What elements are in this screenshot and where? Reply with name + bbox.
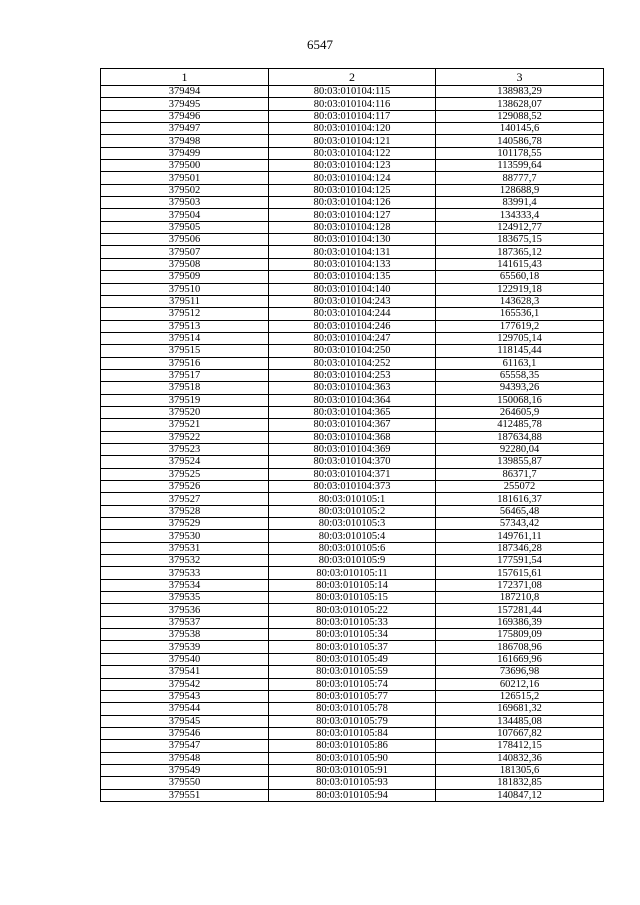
cadastral-number-cell: 80:03:010104:126	[269, 197, 436, 209]
row-number-cell: 379497	[101, 123, 269, 135]
row-number-cell: 379503	[101, 197, 269, 209]
cadastral-number-cell: 80:03:010104:133	[269, 258, 436, 270]
cadastral-number-cell: 80:03:010104:121	[269, 135, 436, 147]
row-number-cell: 379512	[101, 308, 269, 320]
value-cell: 83991,4	[436, 197, 604, 209]
row-number-cell: 379535	[101, 592, 269, 604]
row-number-cell: 379505	[101, 221, 269, 233]
table-row	[101, 443, 604, 455]
row-number-cell: 379526	[101, 481, 269, 493]
value-cell: 169386,39	[436, 616, 604, 628]
table-row	[101, 715, 604, 727]
cadastral-number-cell: 80:03:010104:243	[269, 295, 436, 307]
cadastral-number-cell: 80:03:010104:123	[269, 160, 436, 172]
cadastral-number-cell: 80:03:010105:6	[269, 542, 436, 554]
value-cell: 122919,18	[436, 283, 604, 295]
value-cell: 107667,82	[436, 727, 604, 739]
row-number-cell: 379547	[101, 740, 269, 752]
value-cell: 181832,85	[436, 777, 604, 789]
row-number-cell: 379527	[101, 493, 269, 505]
row-number-cell: 379541	[101, 666, 269, 678]
table-row	[101, 542, 604, 554]
value-cell: 165536,1	[436, 308, 604, 320]
table-row	[101, 431, 604, 443]
row-number-cell: 379545	[101, 715, 269, 727]
value-cell: 86371,7	[436, 468, 604, 480]
table-row	[101, 209, 604, 221]
value-cell: 149761,11	[436, 530, 604, 542]
cadastral-number-cell: 80:03:010104:130	[269, 234, 436, 246]
cadastral-number-cell: 80:03:010104:369	[269, 443, 436, 455]
value-cell: 255072	[436, 481, 604, 493]
row-number-cell: 379550	[101, 777, 269, 789]
row-number-cell: 379495	[101, 98, 269, 110]
table-header-row	[101, 69, 604, 86]
cadastral-number-cell: 80:03:010104:365	[269, 406, 436, 418]
value-cell: 157615,61	[436, 567, 604, 579]
table-row	[101, 727, 604, 739]
value-cell: 60212,16	[436, 678, 604, 690]
cadastral-number-cell: 80:03:010105:94	[269, 789, 436, 801]
row-number-cell: 379515	[101, 345, 269, 357]
table-row	[101, 740, 604, 752]
table-row	[101, 357, 604, 369]
row-number-cell: 379521	[101, 419, 269, 431]
row-number-cell: 379551	[101, 789, 269, 801]
table-row	[101, 147, 604, 159]
table-row	[101, 234, 604, 246]
cadastral-number-cell: 80:03:010105:49	[269, 653, 436, 665]
row-number-cell: 379506	[101, 234, 269, 246]
row-number-cell: 379509	[101, 271, 269, 283]
row-number-cell: 379501	[101, 172, 269, 184]
value-cell: 57343,42	[436, 518, 604, 530]
cadastral-number-cell: 80:03:010105:11	[269, 567, 436, 579]
table-row	[101, 481, 604, 493]
table-row	[101, 555, 604, 567]
row-number-cell: 379533	[101, 567, 269, 579]
value-cell: 118145,44	[436, 345, 604, 357]
data-table	[100, 68, 604, 802]
cadastral-number-cell: 80:03:010105:59	[269, 666, 436, 678]
row-number-cell: 379494	[101, 86, 269, 98]
table-row	[101, 641, 604, 653]
cadastral-number-cell: 80:03:010104:120	[269, 123, 436, 135]
row-number-cell: 379500	[101, 160, 269, 172]
value-cell: 138628,07	[436, 98, 604, 110]
cadastral-number-cell: 80:03:010104:244	[269, 308, 436, 320]
value-cell: 157281,44	[436, 604, 604, 616]
row-number-cell: 379537	[101, 616, 269, 628]
row-number-cell: 379510	[101, 283, 269, 295]
table-row	[101, 86, 604, 98]
table-row	[101, 123, 604, 135]
row-number-cell: 379522	[101, 431, 269, 443]
table-row	[101, 308, 604, 320]
row-number-cell: 379525	[101, 468, 269, 480]
value-cell: 183675,15	[436, 234, 604, 246]
cadastral-number-cell: 80:03:010105:2	[269, 505, 436, 517]
table-row	[101, 184, 604, 196]
table-row	[101, 764, 604, 776]
table-row	[101, 789, 604, 801]
value-cell: 181616,37	[436, 493, 604, 505]
table-row	[101, 678, 604, 690]
cadastral-number-cell: 80:03:010104:367	[269, 419, 436, 431]
table-row	[101, 135, 604, 147]
cadastral-number-cell: 80:03:010104:131	[269, 246, 436, 258]
value-cell: 113599,64	[436, 160, 604, 172]
row-number-cell: 379511	[101, 295, 269, 307]
cadastral-number-cell: 80:03:010105:3	[269, 518, 436, 530]
table-row	[101, 653, 604, 665]
value-cell: 126515,2	[436, 690, 604, 702]
value-cell: 187346,28	[436, 542, 604, 554]
table-row	[101, 592, 604, 604]
table-row	[101, 283, 604, 295]
table-row	[101, 777, 604, 789]
cadastral-number-cell: 80:03:010105:34	[269, 629, 436, 641]
row-number-cell: 379536	[101, 604, 269, 616]
value-cell: 186708,96	[436, 641, 604, 653]
table-row	[101, 493, 604, 505]
cadastral-number-cell: 80:03:010104:117	[269, 110, 436, 122]
value-cell: 128688,9	[436, 184, 604, 196]
cadastral-number-cell: 80:03:010104:140	[269, 283, 436, 295]
cadastral-number-cell: 80:03:010104:252	[269, 357, 436, 369]
row-number-cell: 379543	[101, 690, 269, 702]
cadastral-number-cell: 80:03:010105:77	[269, 690, 436, 702]
cadastral-number-cell: 80:03:010104:125	[269, 184, 436, 196]
value-cell: 172371,08	[436, 579, 604, 591]
row-number-cell: 379540	[101, 653, 269, 665]
table-row	[101, 345, 604, 357]
cadastral-number-cell: 80:03:010104:363	[269, 382, 436, 394]
row-number-cell: 379524	[101, 456, 269, 468]
table-row	[101, 666, 604, 678]
cadastral-number-cell: 80:03:010105:9	[269, 555, 436, 567]
value-cell: 178412,15	[436, 740, 604, 752]
table-row	[101, 394, 604, 406]
value-cell: 138983,29	[436, 86, 604, 98]
value-cell: 181305,6	[436, 764, 604, 776]
value-cell: 141615,43	[436, 258, 604, 270]
cadastral-number-cell: 80:03:010104:135	[269, 271, 436, 283]
row-number-cell: 379544	[101, 703, 269, 715]
row-number-cell: 379517	[101, 369, 269, 381]
table-row	[101, 579, 604, 591]
value-cell: 92280,04	[436, 443, 604, 455]
row-number-cell: 379548	[101, 752, 269, 764]
value-cell: 175809,09	[436, 629, 604, 641]
cadastral-number-cell: 80:03:010104:368	[269, 431, 436, 443]
cadastral-number-cell: 80:03:010104:253	[269, 369, 436, 381]
cadastral-number-cell: 80:03:010104:370	[269, 456, 436, 468]
cadastral-number-cell: 80:03:010105:93	[269, 777, 436, 789]
cadastral-number-cell: 80:03:010105:22	[269, 604, 436, 616]
row-number-cell: 379514	[101, 332, 269, 344]
table-row	[101, 332, 604, 344]
table-row	[101, 690, 604, 702]
table-row	[101, 567, 604, 579]
cadastral-number-cell: 80:03:010104:127	[269, 209, 436, 221]
value-cell: 187365,12	[436, 246, 604, 258]
value-cell: 73696,98	[436, 666, 604, 678]
cadastral-number-cell: 80:03:010105:33	[269, 616, 436, 628]
cadastral-number-cell: 80:03:010104:364	[269, 394, 436, 406]
value-cell: 56465,48	[436, 505, 604, 517]
value-cell: 169681,32	[436, 703, 604, 715]
table-row	[101, 456, 604, 468]
row-number-cell: 379520	[101, 406, 269, 418]
value-cell: 140145,6	[436, 123, 604, 135]
cadastral-number-cell: 80:03:010104:250	[269, 345, 436, 357]
row-number-cell: 379546	[101, 727, 269, 739]
cadastral-number-cell: 80:03:010105:90	[269, 752, 436, 764]
value-cell: 101178,55	[436, 147, 604, 159]
value-cell: 139855,87	[436, 456, 604, 468]
value-cell: 65560,18	[436, 271, 604, 283]
row-number-cell: 379539	[101, 641, 269, 653]
value-cell: 88777,7	[436, 172, 604, 184]
value-cell: 134333,4	[436, 209, 604, 221]
cadastral-number-cell: 80:03:010105:74	[269, 678, 436, 690]
table-row	[101, 369, 604, 381]
table-row	[101, 98, 604, 110]
row-number-cell: 379518	[101, 382, 269, 394]
table-body	[101, 86, 604, 802]
value-cell: 187634,88	[436, 431, 604, 443]
value-cell: 161669,96	[436, 653, 604, 665]
value-cell: 140847,12	[436, 789, 604, 801]
cadastral-number-cell: 80:03:010105:79	[269, 715, 436, 727]
cadastral-number-cell: 80:03:010105:4	[269, 530, 436, 542]
cadastral-number-cell: 80:03:010105:1	[269, 493, 436, 505]
cadastral-number-cell: 80:03:010104:371	[269, 468, 436, 480]
cadastral-number-cell: 80:03:010105:37	[269, 641, 436, 653]
value-cell: 134485,08	[436, 715, 604, 727]
table-row	[101, 172, 604, 184]
value-cell: 412485,78	[436, 419, 604, 431]
row-number-cell: 379502	[101, 184, 269, 196]
value-cell: 140832,36	[436, 752, 604, 764]
table-row	[101, 320, 604, 332]
cadastral-number-cell: 80:03:010105:91	[269, 764, 436, 776]
cadastral-number-cell: 80:03:010104:124	[269, 172, 436, 184]
table-row	[101, 221, 604, 233]
table-row	[101, 406, 604, 418]
cadastral-number-cell: 80:03:010104:373	[269, 481, 436, 493]
row-number-cell: 379508	[101, 258, 269, 270]
value-cell: 187210,8	[436, 592, 604, 604]
row-number-cell: 379499	[101, 147, 269, 159]
cadastral-number-cell: 80:03:010105:86	[269, 740, 436, 752]
row-number-cell: 379530	[101, 530, 269, 542]
row-number-cell: 379531	[101, 542, 269, 554]
value-cell: 143628,3	[436, 295, 604, 307]
cadastral-number-cell: 80:03:010104:122	[269, 147, 436, 159]
cadastral-number-cell: 80:03:010105:15	[269, 592, 436, 604]
table-row	[101, 505, 604, 517]
row-number-cell: 379538	[101, 629, 269, 641]
cadastral-number-cell: 80:03:010105:14	[269, 579, 436, 591]
table-row	[101, 419, 604, 431]
value-cell: 177619,2	[436, 320, 604, 332]
row-number-cell: 379507	[101, 246, 269, 258]
table-row	[101, 110, 604, 122]
table-row	[101, 629, 604, 641]
value-cell: 140586,78	[436, 135, 604, 147]
table-row	[101, 616, 604, 628]
column-header-2: 2	[269, 69, 436, 86]
value-cell: 61163,1	[436, 357, 604, 369]
cadastral-number-cell: 80:03:010104:115	[269, 86, 436, 98]
table-row	[101, 160, 604, 172]
cadastral-number-cell: 80:03:010104:128	[269, 221, 436, 233]
row-number-cell: 379513	[101, 320, 269, 332]
cadastral-number-cell: 80:03:010104:116	[269, 98, 436, 110]
value-cell: 65558,35	[436, 369, 604, 381]
table-row	[101, 604, 604, 616]
row-number-cell: 379542	[101, 678, 269, 690]
cadastral-number-cell: 80:03:010105:78	[269, 703, 436, 715]
value-cell: 264605,9	[436, 406, 604, 418]
value-cell: 94393,26	[436, 382, 604, 394]
value-cell: 124912,77	[436, 221, 604, 233]
page-number: 6547	[307, 37, 333, 52]
row-number-cell: 379534	[101, 579, 269, 591]
table-row	[101, 197, 604, 209]
table-row	[101, 246, 604, 258]
row-number-cell: 379549	[101, 764, 269, 776]
value-cell: 129088,52	[436, 110, 604, 122]
row-number-cell: 379498	[101, 135, 269, 147]
cadastral-number-cell: 80:03:010104:246	[269, 320, 436, 332]
row-number-cell: 379519	[101, 394, 269, 406]
table-row	[101, 703, 604, 715]
row-number-cell: 379516	[101, 357, 269, 369]
row-number-cell: 379528	[101, 505, 269, 517]
table-row	[101, 468, 604, 480]
row-number-cell: 379523	[101, 443, 269, 455]
table-row	[101, 518, 604, 530]
column-header-3: 3	[436, 69, 604, 86]
row-number-cell: 379529	[101, 518, 269, 530]
table-row	[101, 530, 604, 542]
value-cell: 177591,54	[436, 555, 604, 567]
row-number-cell: 379504	[101, 209, 269, 221]
table-row	[101, 258, 604, 270]
column-header-1: 1	[101, 69, 269, 86]
table-row	[101, 271, 604, 283]
value-cell: 150068,16	[436, 394, 604, 406]
table-row	[101, 752, 604, 764]
cadastral-number-cell: 80:03:010104:247	[269, 332, 436, 344]
table-row	[101, 295, 604, 307]
cadastral-number-cell: 80:03:010105:84	[269, 727, 436, 739]
value-cell: 129705,14	[436, 332, 604, 344]
table-row	[101, 382, 604, 394]
row-number-cell: 379496	[101, 110, 269, 122]
row-number-cell: 379532	[101, 555, 269, 567]
